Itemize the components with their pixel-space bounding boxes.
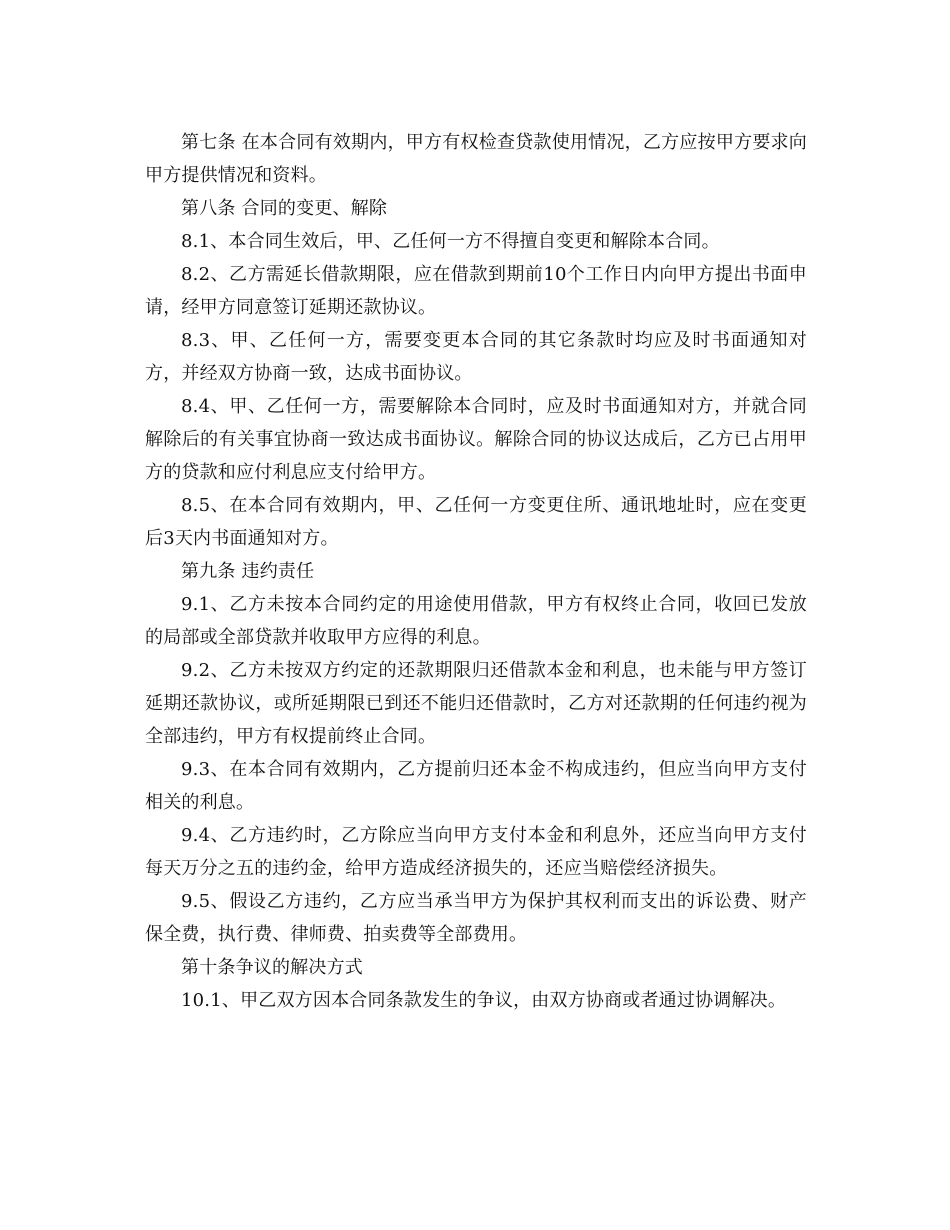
clause-9-4-paragraph: 9.4、乙方违约时，乙方除应当向甲方支付本金和利息外，还应当向甲方支付每天万分之五的违约金，给甲方造成经济损失的，还应当赔偿经济损失。 xyxy=(145,825,807,879)
clause-10-heading: 第十条争议的解决方式 xyxy=(181,957,363,978)
clause-9-2-paragraph: 9.2、乙方未按双方约定的还款期限归还借款本金和利息，也未能与甲方签订延期还款协议，或所延期限已到还不能归还借款时，乙方对还款期的任何违约视为全部违约，甲方有权提前终止合同。 xyxy=(145,660,807,747)
document-body xyxy=(145,126,807,1017)
clause-8-1-paragraph: 8.1、本合同生效后，甲、乙任何一方不得擅自变更和解除本合同。 xyxy=(181,231,720,252)
clause-9-3-paragraph: 9.3、在本合同有效期内，乙方提前归还本金不构成违约，但应当向甲方支付相关的利息。 xyxy=(145,759,807,813)
clause-7-paragraph: 第七条 在本合同有效期内，甲方有权检查贷款使用情况，乙方应按甲方要求向甲方提供情况和资料。 xyxy=(145,132,807,186)
clause-10-1-paragraph: 10.1、甲乙双方因本合同条款发生的争议，由双方协商或者通过协调解决。 xyxy=(181,990,787,1011)
clause-8-5-paragraph: 8.5、在本合同有效期内，甲、乙任何一方变更住所、通讯地址时，应在变更后3天内书面通知对方。 xyxy=(145,495,807,549)
clause-9-1-paragraph: 9.1、乙方未按本合同约定的用途使用借款，甲方有权终止合同，收回已发放的局部或全部贷款并收取甲方应得的利息。 xyxy=(145,594,807,648)
clause-9-5-paragraph: 9.5、假设乙方违约，乙方应当承当甲方为保护其权利而支出的诉讼费、财产保全费，执行费、律师费、拍卖费等全部费用。 xyxy=(145,891,807,945)
clause-8-3-paragraph: 8.3、甲、乙任何一方，需要变更本合同的其它条款时均应及时书面通知对方，并经双方协商一致，达成书面协议。 xyxy=(145,330,807,384)
clause-9-heading: 第九条 违约责任 xyxy=(181,561,315,582)
clause-8-4-paragraph: 8.4、甲、乙任何一方，需要解除本合同时，应及时书面通知对方，并就合同解除后的有关事宜协商一致达成书面协议。解除合同的协议达成后，乙方已占用甲方的贷款和应付利息应支付给甲方。 xyxy=(145,396,807,483)
clause-8-heading: 第八条 合同的变更、解除 xyxy=(181,198,388,219)
clause-8-2-paragraph: 8.2、乙方需延长借款期限，应在借款到期前10个工作日内向甲方提出书面申请，经甲方同意签订延期还款协议。 xyxy=(145,264,807,318)
